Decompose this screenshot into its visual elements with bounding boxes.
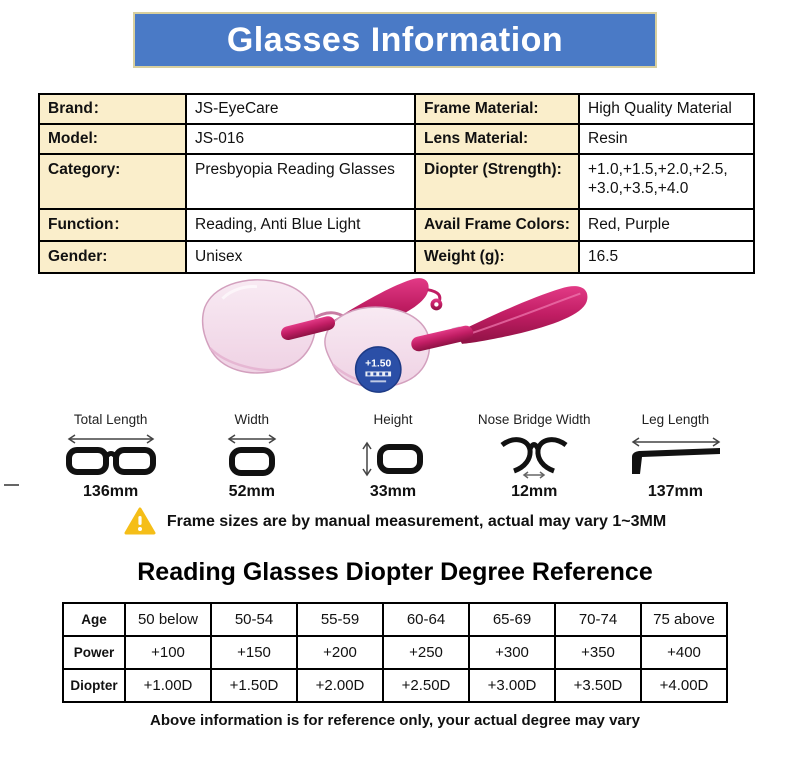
- product-image: [188, 263, 602, 408]
- spec-value: Unisex: [186, 241, 415, 273]
- footer-note: Above information is for reference only, your actual degree may vary: [150, 712, 640, 729]
- spec-label: Lens Material:: [415, 124, 579, 154]
- spec-label: Category:: [39, 154, 186, 209]
- size-item-total-length: [40, 412, 181, 501]
- spec-label: Gender:: [39, 241, 186, 273]
- spec-value: 16.5: [579, 241, 754, 273]
- age-cell: 55-59: [297, 603, 383, 636]
- warning-icon: [124, 507, 156, 536]
- spec-value: JS-EyeCare: [186, 94, 415, 124]
- size-label: Total Length: [73, 412, 148, 427]
- spec-label: Brand：: [39, 94, 186, 124]
- age-cell: 65-69: [469, 603, 555, 636]
- lens-width-icon: [224, 433, 280, 480]
- page-title: Glasses Information: [226, 20, 564, 59]
- size-item-nose-bridge: [464, 412, 605, 501]
- size-value: 12mm: [511, 483, 558, 500]
- diopter-cell: +2.00D: [297, 669, 383, 702]
- size-label: Leg Length: [641, 412, 710, 427]
- size-value: 33mm: [369, 483, 417, 500]
- spec-label: Diopter (Strength):: [415, 154, 579, 209]
- size-item-height: [322, 412, 463, 501]
- size-label: Height: [373, 412, 413, 427]
- table-row: [39, 209, 754, 241]
- power-cell: +150: [211, 636, 297, 669]
- diopter-reference-table: [62, 602, 728, 703]
- size-item-leg-length: [605, 412, 746, 501]
- size-value: 52mm: [228, 483, 275, 500]
- measurement-note-text: Frame sizes are by manual measurement, actual may vary 1~3MM: [166, 512, 667, 530]
- measurement-note: [0, 507, 790, 536]
- spec-label: Model:: [39, 124, 186, 154]
- table-row: [39, 124, 754, 154]
- diopter-cell: +1.00D: [125, 669, 211, 702]
- stray-mark: [4, 484, 19, 486]
- age-cell: 75 above: [641, 603, 727, 636]
- lens-height-icon: [360, 433, 426, 480]
- row-header: Age: [63, 603, 125, 636]
- spec-value: Reading, Anti Blue Light: [186, 209, 415, 241]
- size-label: Width: [234, 412, 270, 427]
- spec-value: +1.0,+1.5,+2.0,+2.5, +3.0,+3.5,+4.0: [579, 154, 754, 209]
- diopter-cell: +1.50D: [211, 669, 297, 702]
- spec-value: High Quality Material: [579, 94, 754, 124]
- power-cell: +400: [641, 636, 727, 669]
- spec-value: Resin: [579, 124, 754, 154]
- table-row: [63, 669, 727, 702]
- age-cell: 70-74: [555, 603, 641, 636]
- power-cell: +200: [297, 636, 383, 669]
- row-header: Power: [63, 636, 125, 669]
- diopter-cell: +3.00D: [469, 669, 555, 702]
- age-cell: 50-54: [211, 603, 297, 636]
- size-measurements: [40, 412, 746, 501]
- reading-glasses-illustration: [188, 263, 602, 408]
- spec-table: [38, 93, 755, 274]
- table-row: [63, 603, 727, 636]
- spec-value: Red, Purple: [579, 209, 754, 241]
- size-value: 136mm: [83, 483, 139, 500]
- spec-label: Function：: [39, 209, 186, 241]
- diopter-cell: +4.00D: [641, 669, 727, 702]
- power-cell: +250: [383, 636, 469, 669]
- spec-value: Presbyopia Reading Glasses: [186, 154, 415, 209]
- size-item-width: [181, 412, 322, 501]
- diopter-cell: +3.50D: [555, 669, 641, 702]
- glasses-front-icon: [63, 433, 159, 480]
- power-cell: +300: [469, 636, 555, 669]
- power-cell: +350: [555, 636, 641, 669]
- diopter-sticker: [356, 347, 401, 392]
- spec-label: Weight (g):: [415, 241, 579, 273]
- spec-label: Avail Frame Colors:: [415, 209, 579, 241]
- age-cell: 60-64: [383, 603, 469, 636]
- diopter-cell: +2.50D: [383, 669, 469, 702]
- size-value: 137mm: [647, 483, 703, 500]
- size-label: Nose Bridge Width: [477, 412, 591, 427]
- table-row: [39, 94, 754, 124]
- sticker-strength-label: +1.50: [365, 358, 392, 370]
- table-row: [39, 154, 754, 209]
- diopter-reference-title: Reading Glasses Diopter Degree Reference: [137, 558, 653, 586]
- power-cell: +100: [125, 636, 211, 669]
- row-header: Diopter: [63, 669, 125, 702]
- nose-bridge-icon: [496, 433, 572, 480]
- table-row: [63, 636, 727, 669]
- spec-label: Frame Material:: [415, 94, 579, 124]
- age-cell: 50 below: [125, 603, 211, 636]
- temple-arm-icon: [623, 433, 727, 480]
- spec-value: JS-016: [186, 124, 415, 154]
- page-title-banner: [133, 12, 657, 68]
